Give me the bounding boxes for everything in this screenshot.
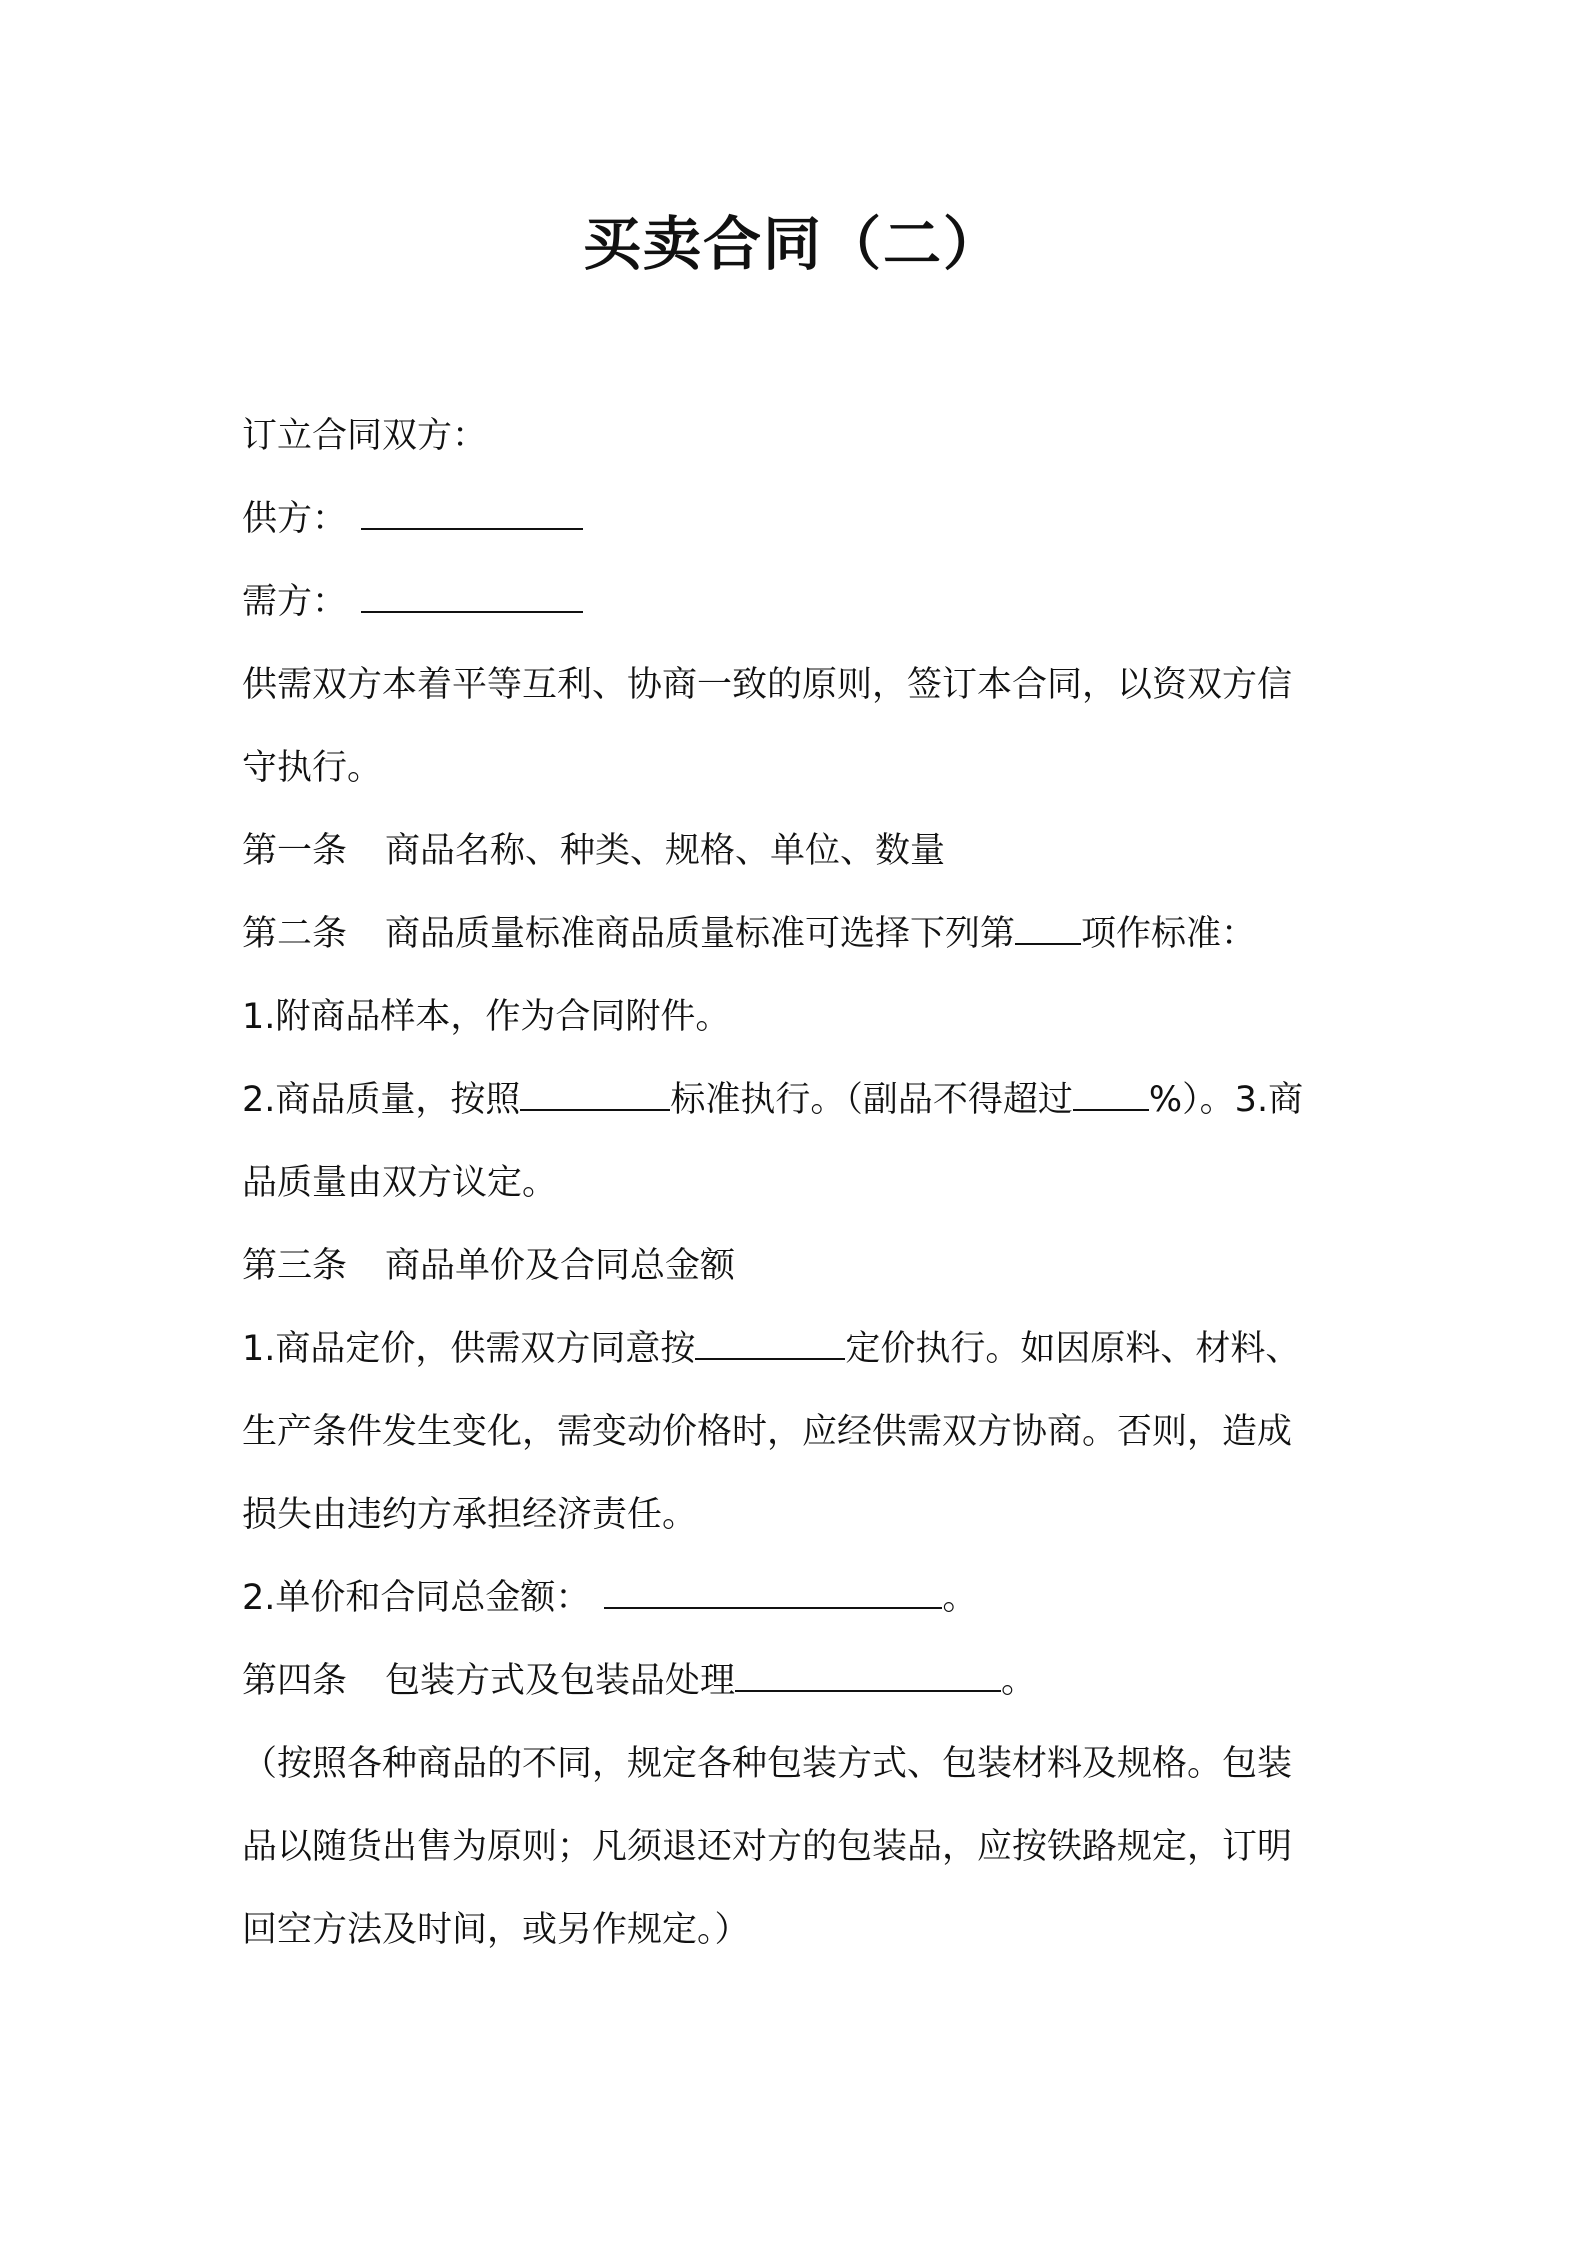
article-2 (242, 893, 1352, 976)
article-4 (242, 1640, 1352, 1723)
article-1-label: 第一条 (242, 831, 348, 871)
article-2-item-3-text: 品质量由双方议定。 (242, 1163, 558, 1203)
pricing-basis-blank (695, 1328, 845, 1360)
total-amount-blank (604, 1577, 942, 1609)
buyer-label: 需方： (242, 582, 348, 622)
supplier-label: 供方： (242, 499, 348, 539)
intro-text-2: 守执行。 (242, 748, 383, 788)
standard-item-blank (1015, 913, 1081, 945)
supplier-blank (361, 498, 583, 530)
contract-body (242, 395, 1352, 1972)
article-3-item-2-a: 2.单价和合同总金额： (242, 1578, 591, 1618)
document-title: 买卖合同（二） (582, 210, 1003, 278)
article-4-note-3-text: 回空方法及时间，或另作规定。） (242, 1910, 750, 1950)
article-3-item-1-line-3-text: 损失由违约方承担经济责任。 (242, 1495, 698, 1535)
packaging-blank (735, 1660, 1001, 1692)
article-2-item-2-a: 2.商品质量，按照 (242, 1080, 521, 1120)
defect-percent-blank (1073, 1079, 1149, 1111)
article-4-note-2 (242, 1806, 1352, 1889)
article-3-item-1-line-2 (242, 1391, 1352, 1474)
article-3-item-2 (242, 1557, 1352, 1640)
buyer-line (242, 561, 1352, 644)
article-3-item-1-a: 1.商品定价，供需双方同意按 (242, 1329, 696, 1369)
parties-heading (242, 395, 1352, 478)
article-2-item-2 (242, 1059, 1352, 1142)
buyer-blank (361, 581, 583, 613)
article-3 (242, 1225, 1352, 1308)
article-4-note-2-text: 品以随货出售为原则；凡须退还对方的包装品，应按铁路规定，订明 (242, 1827, 1293, 1867)
quality-standard-blank (520, 1079, 670, 1111)
article-4-note-3 (242, 1889, 1352, 1972)
article-3-item-1-line-3 (242, 1474, 1352, 1557)
intro-text-1: 供需双方本着平等互利、协商一致的原则，签订本合同，以资双方信 (242, 665, 1293, 705)
article-1 (242, 810, 1352, 893)
article-2-item-2-c: %）。3.商 (1148, 1080, 1304, 1120)
article-3-item-2-b: 。 (942, 1578, 978, 1618)
article-2-text-after: 项作标准： (1081, 914, 1257, 954)
parties-heading-text: 订立合同双方： (242, 416, 488, 456)
article-4-text: 包装方式及包装品处理 (385, 1661, 736, 1701)
article-3-item-1 (242, 1308, 1352, 1391)
article-4-note-1 (242, 1723, 1352, 1806)
article-4-note-1-text: （按照各种商品的不同，规定各种包装方式、包装材料及规格。包装 (242, 1744, 1293, 1784)
article-4-text-end: 。 (1001, 1661, 1037, 1701)
intro-line-1 (242, 644, 1352, 727)
supplier-line (242, 478, 1352, 561)
article-4-label: 第四条 (242, 1661, 348, 1701)
intro-line-2 (242, 727, 1352, 810)
article-2-item-2-b: 标准执行。（副品不得超过 (670, 1080, 1073, 1120)
article-2-item-1 (242, 976, 1352, 1059)
article-3-label: 第三条 (242, 1246, 348, 1286)
article-2-item-3 (242, 1142, 1352, 1225)
article-2-text: 商品质量标准商品质量标准可选择下列第 (385, 914, 1016, 954)
article-1-text: 商品名称、种类、规格、单位、数量 (385, 831, 946, 871)
article-2-label: 第二条 (242, 914, 348, 954)
article-3-item-1-line-2-text: 生产条件发生变化，需变动价格时，应经供需双方协商。否则，造成 (242, 1412, 1293, 1452)
article-2-item-1-text: 1.附商品样本，作为合同附件。 (242, 997, 731, 1037)
article-3-text: 商品单价及合同总金额 (385, 1246, 736, 1286)
article-3-item-1-b: 定价执行。如因原料、材料、 (845, 1329, 1301, 1369)
